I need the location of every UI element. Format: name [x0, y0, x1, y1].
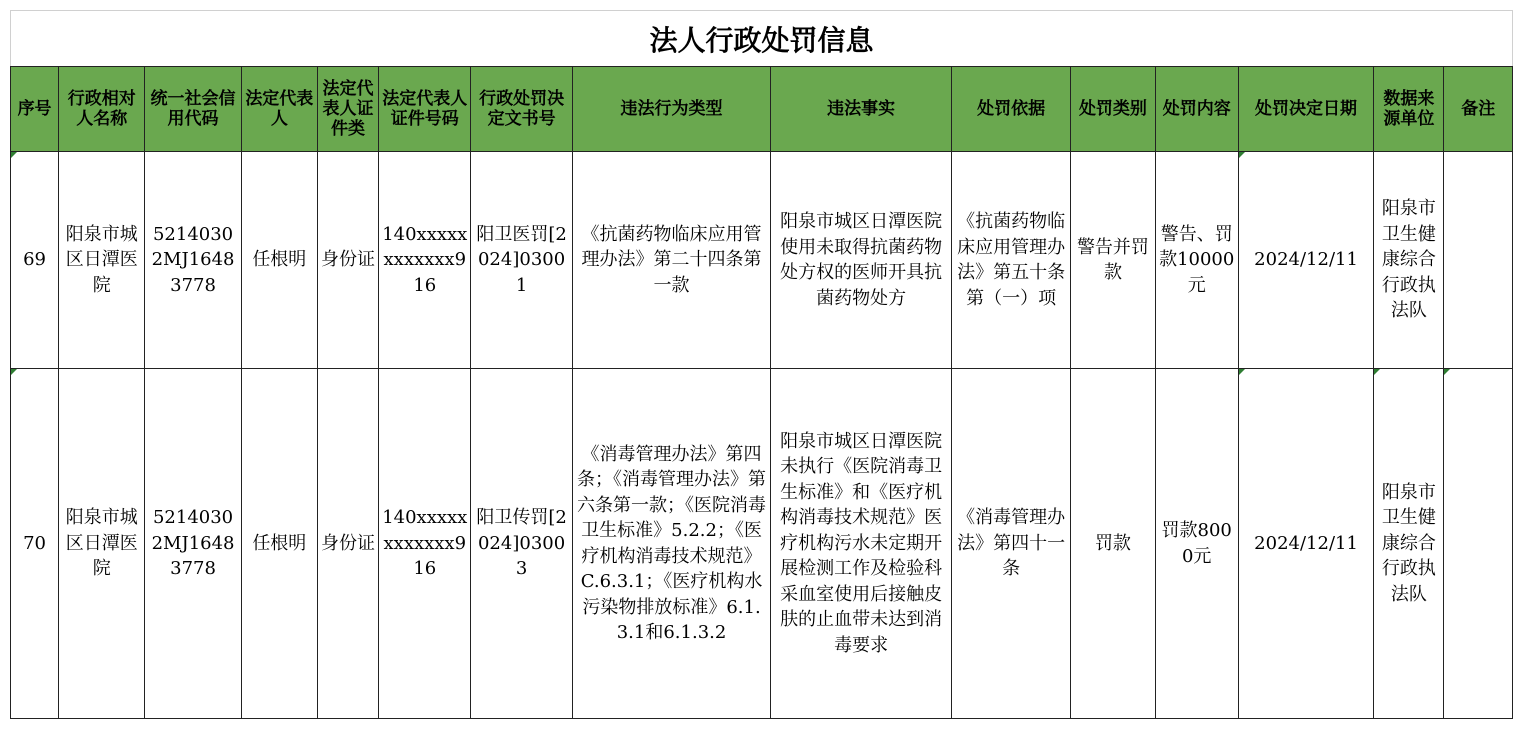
- cell-entity-name[interactable]: 阳泉市城区日潭医院: [59, 369, 145, 719]
- header-remarks: 备注: [1444, 67, 1513, 152]
- cell-violation-type[interactable]: 《消毒管理办法》第四条；《消毒管理办法》第六条第一款；《医院消毒卫生标准》5.2.2；《医疗机构消毒技术规范》C.6.3.1；《医疗机构水污染物排放标准》6.1.3.1和6.1.3.2: [572, 369, 771, 719]
- cell-violation-type[interactable]: 《抗菌药物临床应用管理办法》第二十四条第一款: [572, 152, 771, 369]
- header-penalty-content: 处罚内容: [1155, 67, 1238, 152]
- cell-credit-code[interactable]: 52140302MJ16483778: [145, 369, 241, 719]
- cell-penalty-category[interactable]: 罚款: [1071, 369, 1155, 719]
- cell-penalty-basis[interactable]: 《消毒管理办法》第四十一条: [951, 369, 1070, 719]
- cell-decision-date[interactable]: 2024/12/11: [1238, 152, 1373, 369]
- table-row: [11, 152, 1513, 369]
- cell-id-type[interactable]: 身份证: [317, 369, 378, 719]
- cell-doc-number[interactable]: 阳卫医罚[2024]03001: [471, 152, 572, 369]
- header-id-type: 法定代表人证件类: [317, 67, 378, 152]
- header-seq: 序号: [11, 67, 59, 152]
- header-penalty-category: 处罚类别: [1071, 67, 1155, 152]
- table-row: [11, 369, 1513, 719]
- header-decision-date: 处罚决定日期: [1238, 67, 1373, 152]
- header-source-unit: 数据来源单位: [1374, 67, 1444, 152]
- cell-penalty-basis[interactable]: 《抗菌药物临床应用管理办法》第五十条第（一）项: [951, 152, 1070, 369]
- page-title: 法人行政处罚信息: [11, 11, 1513, 67]
- cell-violation-fact[interactable]: 阳泉市城区日潭医院未执行《医院消毒卫生标准》和《医疗机构消毒技术规范》医疗机构污水未定期开展检测工作及检验科采血室使用后接触皮肤的止血带未达到消毒要求: [771, 369, 952, 719]
- cell-id-number[interactable]: 140xxxxxxxxxxxx916: [379, 369, 471, 719]
- cell-penalty-content[interactable]: 罚款8000元: [1155, 369, 1238, 719]
- cell-penalty-content[interactable]: 警告、罚款10000元: [1155, 152, 1238, 369]
- penalty-table: [10, 10, 1513, 719]
- cell-id-type[interactable]: 身份证: [317, 152, 378, 369]
- header-credit-code: 统一社会信用代码: [145, 67, 241, 152]
- header-id-number: 法定代表人证件号码: [379, 67, 471, 152]
- cell-legal-rep[interactable]: 任根明: [241, 369, 317, 719]
- header-violation-fact: 违法事实: [771, 67, 952, 152]
- cell-credit-code[interactable]: 52140302MJ16483778: [145, 152, 241, 369]
- cell-remarks[interactable]: [1444, 152, 1513, 369]
- header-violation-type: 违法行为类型: [572, 67, 771, 152]
- header-entity-name: 行政相对人名称: [59, 67, 145, 152]
- cell-seq[interactable]: 70: [11, 369, 59, 719]
- cell-penalty-category[interactable]: 警告并罚款: [1071, 152, 1155, 369]
- cell-violation-fact[interactable]: 阳泉市城区日潭医院使用未取得抗菌药物处方权的医师开具抗菌药物处方: [771, 152, 952, 369]
- header-penalty-basis: 处罚依据: [951, 67, 1070, 152]
- header-legal-rep: 法定代表人: [241, 67, 317, 152]
- cell-id-number[interactable]: 140xxxxxxxxxxxx916: [379, 152, 471, 369]
- cell-remarks[interactable]: [1444, 369, 1513, 719]
- cell-source-unit[interactable]: 阳泉市卫生健康综合行政执法队: [1374, 369, 1444, 719]
- cell-seq[interactable]: 69: [11, 152, 59, 369]
- header-row: [11, 67, 1513, 152]
- cell-legal-rep[interactable]: 任根明: [241, 152, 317, 369]
- penalty-sheet: [10, 10, 1513, 719]
- cell-doc-number[interactable]: 阳卫传罚[2024]03003: [471, 369, 572, 719]
- header-doc-number: 行政处罚决定文书号: [471, 67, 572, 152]
- cell-decision-date[interactable]: 2024/12/11: [1238, 369, 1373, 719]
- cell-source-unit[interactable]: 阳泉市卫生健康综合行政执法队: [1374, 152, 1444, 369]
- cell-entity-name[interactable]: 阳泉市城区日潭医院: [59, 152, 145, 369]
